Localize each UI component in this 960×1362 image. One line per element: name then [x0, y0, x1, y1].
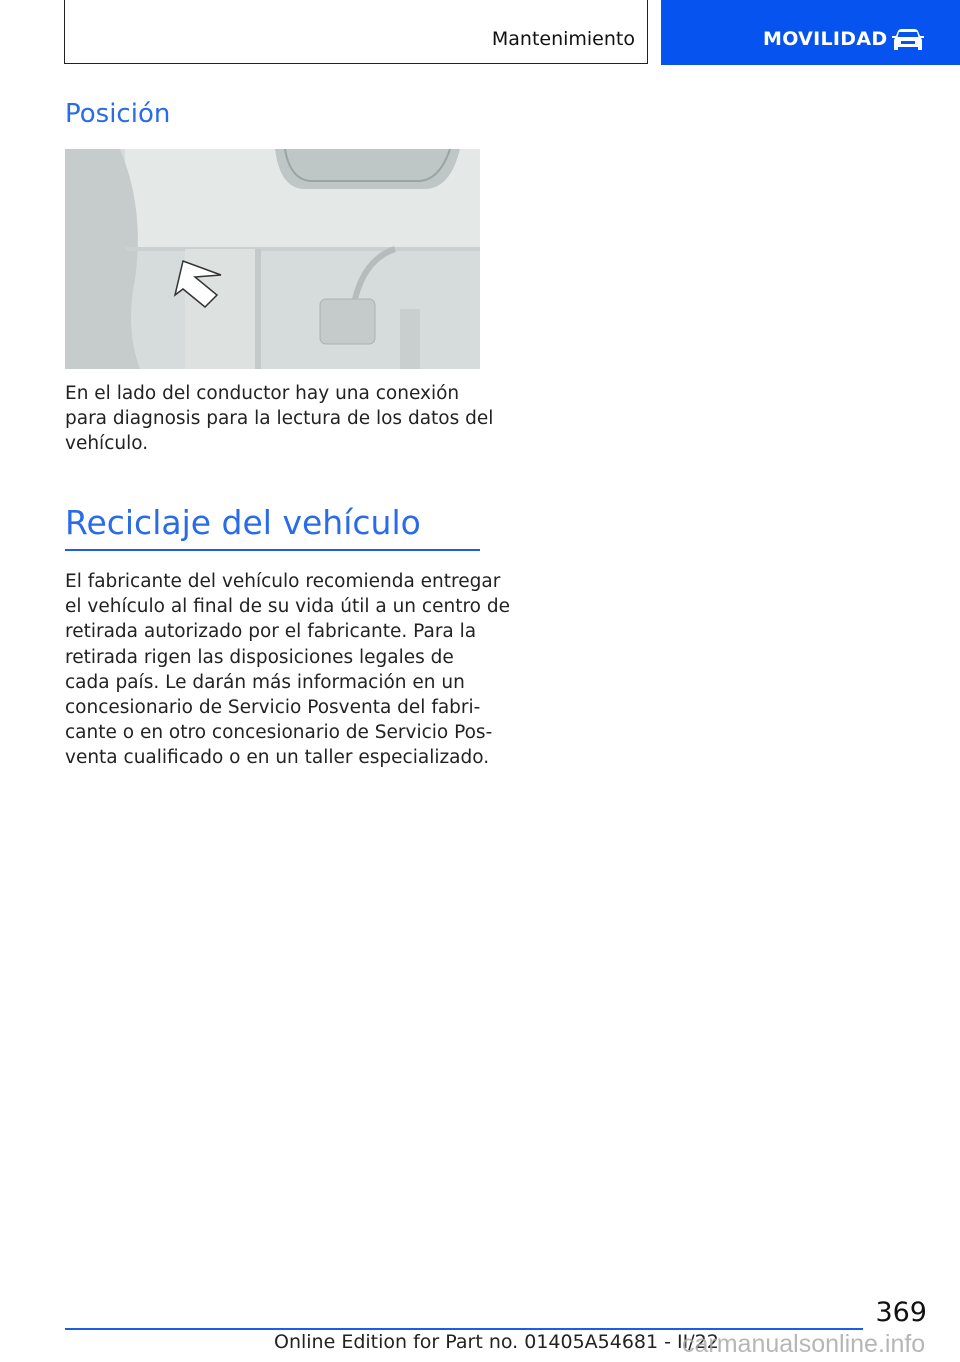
- edition-note: Online Edition for Part no. 01405A54681 - II/22: [274, 1331, 719, 1353]
- section-heading-recycling: Reciclaje del vehículo: [65, 503, 421, 542]
- watermark: carmanualsonline.info: [682, 1330, 926, 1358]
- chapter-tab[interactable]: [661, 0, 960, 65]
- position-description: En el lado del conductor hay una conexión para diagnosis para la lectura de los datos del vehículo.: [65, 383, 494, 455]
- recycling-description: El fabricante del vehículo recomienda entregar el vehículo al final de su vida útil a un centro de retirada autorizado por el fabricante. Para la retirada rigen las disposiciones legales de cada país. Le darán más información en un concesionario de Servicio Posventa del fabri- cante o en otro concesionario de Servicio Pos- venta cualificado o en un taller especializado.: [65, 571, 510, 769]
- section-title: Mantenimiento: [491, 28, 635, 50]
- section-heading-position: Posición: [65, 99, 171, 129]
- car-front-icon: [891, 28, 925, 54]
- page-number: 369: [875, 1297, 927, 1328]
- heading-divider: [65, 549, 480, 551]
- chapter-label: MOVILIDAD: [763, 28, 888, 50]
- diagnosis-socket-illustration: [65, 149, 480, 369]
